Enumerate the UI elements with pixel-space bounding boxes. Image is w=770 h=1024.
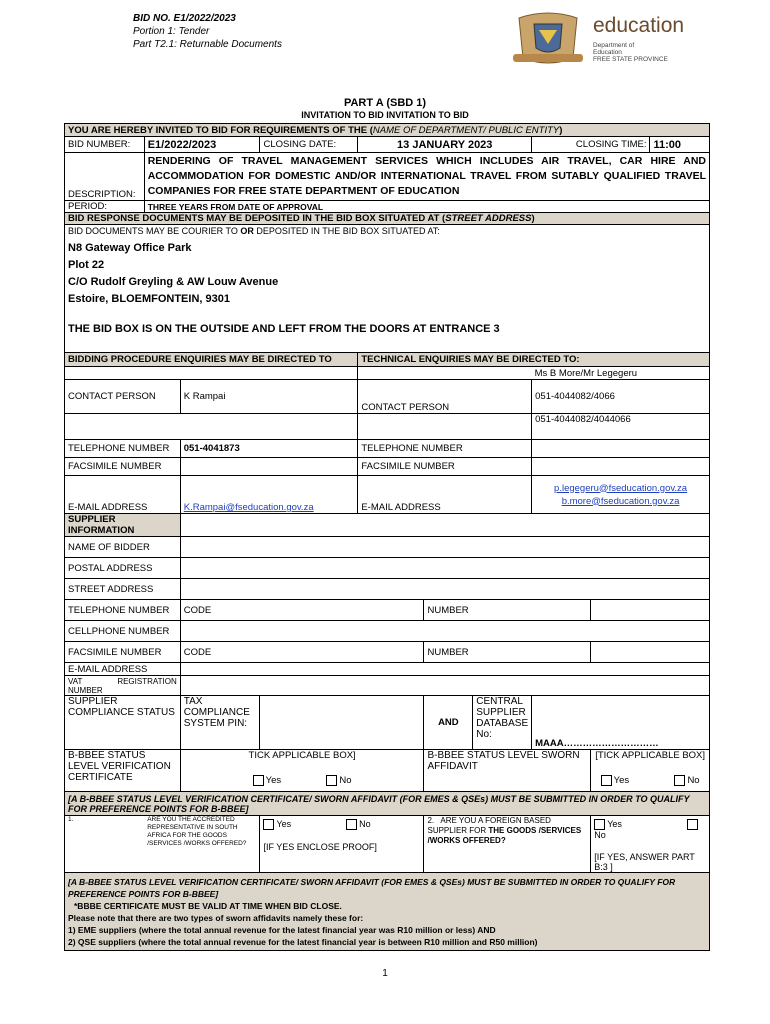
deposit-heading — [65, 213, 710, 225]
q2-text-a: ARE YOU A FOREIGN BASED SUPPLIER FOR — [427, 816, 551, 835]
bid-box-note: THE BID BOX IS ON THE OUTSIDE AND LEFT FROM THE DOORS AT ENTRANCE 3 — [68, 323, 500, 335]
invite-close: ) — [559, 124, 563, 136]
q2-note: [IF YES, ANSWER PART B:3 ] — [594, 852, 695, 873]
address-line-4: Estoire, BLOEMFONTEIN, 9301 — [68, 293, 230, 305]
vat-label — [65, 676, 181, 696]
closing-time-label: CLOSING TIME: — [532, 137, 650, 153]
telephone-label: TELEPHONE NUMBER — [65, 440, 181, 458]
bbbee-affidavit-no-checkbox[interactable] — [674, 775, 685, 786]
postal-address-field[interactable] — [180, 558, 709, 579]
q2-yes-checkbox[interactable] — [594, 819, 605, 830]
part-title: PART A (SBD 1) — [343, 97, 427, 109]
tax-status-label: SUPPLIER COMPLIANCE STATUS — [65, 696, 181, 750]
courier-text-a: BID DOCUMENTS MAY BE COURIER TO — [68, 226, 241, 236]
portion: Portion 1: Tender — [133, 26, 210, 37]
street-address-label: STREET ADDRESS — [65, 579, 181, 600]
bbbee-cert-label: B-BBEE STATUS LEVEL VERIFICATION CERTIFICATE — [65, 750, 181, 792]
tech-email-2[interactable]: b.more@fseducation.gov.za — [561, 495, 680, 507]
page-number: 1 — [382, 968, 388, 979]
supplier-email-label: E-MAIL ADDRESS — [65, 663, 181, 676]
tick-label-1: TICK APPLICABLE BOX] — [248, 750, 356, 761]
q2-yes-label: Yes — [607, 819, 622, 829]
q1-no-label: No — [359, 819, 371, 829]
logo-title: education — [593, 14, 685, 37]
description-value: RENDERING OF TRAVEL MANAGEMENT SERVICES WHICH INCLUDES AIR TRAVEL, CAR HIRE AND ACCOMMODATION FOR DOMESTIC AND/OR INTERNATIONAL TRAVEL FROM SUTABLY QUALIFIED TRAVEL COMPANIES FOR FREE STATE DEPARTMENT OF EDUCATION — [144, 153, 709, 201]
tech-contact-value — [532, 380, 710, 414]
footer-note — [65, 873, 710, 951]
q2-no-label: No — [594, 830, 606, 841]
footer-note-5: 2) QSE suppliers (where the total annual revenue for the latest financial year is between R10 million and R50 million) — [68, 936, 538, 947]
telephone-number-field[interactable] — [591, 600, 710, 621]
tech-phone-2: 051-4044082/4044066 — [532, 414, 710, 440]
supplier-email-field[interactable] — [180, 663, 709, 676]
email-link[interactable]: K.Rampai@fseducation.gov.za — [183, 502, 314, 513]
tech-email-label: E-MAIL ADDRESS — [358, 476, 532, 514]
postal-address-label: POSTAL ADDRESS — [65, 558, 181, 579]
bbbee-affidavit-tick — [591, 750, 710, 792]
contact-person-value: K Rampai — [180, 380, 358, 414]
q1-number: 1. — [68, 816, 74, 823]
tech-telephone-label: TELEPHONE NUMBER — [358, 440, 532, 458]
coat-of-arms-icon — [509, 10, 587, 68]
tech-phone-1: 051-4044082/4066 — [535, 391, 615, 402]
csd-label: CENTRAL SUPPLIER DATABASE No: — [473, 696, 532, 750]
address-line-2: Plot 22 — [68, 259, 105, 271]
no-label-2: No — [687, 775, 700, 787]
logo-sub-1: Department of — [593, 42, 635, 49]
and-label: AND — [424, 696, 473, 750]
bid-number-value: E1/2022/2023 — [144, 137, 260, 153]
bid-form-table — [64, 123, 710, 951]
q2-no-checkbox[interactable] — [687, 819, 698, 830]
vat-b: REGISTRATION — [117, 676, 177, 686]
deposit-heading-close: ) — [531, 213, 535, 224]
vat-c: NUMBER — [68, 685, 103, 695]
tech-names: Ms B More/Mr Legegeru — [532, 367, 710, 380]
closing-time-value: 11:00 — [650, 137, 710, 153]
bidding-enquiries-heading: BIDDING PROCEDURE ENQUIRIES MAY BE DIRECTED TO — [65, 353, 358, 367]
address-line-3: C/O Rudolf Greyling & AW Louw Avenue — [68, 276, 279, 288]
courier-or: OR — [240, 226, 254, 236]
cellphone-label: CELLPHONE NUMBER — [65, 621, 181, 642]
tax-pin-label: TAX COMPLIANCE SYSTEM PIN: — [180, 696, 260, 750]
description-label: DESCRIPTION: — [65, 153, 145, 201]
telephone-number-label: NUMBER — [424, 600, 591, 621]
q1-answer — [260, 816, 424, 873]
name-of-bidder-field[interactable] — [180, 537, 709, 558]
courier-text-b: DEPOSITED IN THE BID BOX SITUATED AT: — [253, 226, 440, 236]
deposit-heading-text: BID RESPONSE DOCUMENTS MAY BE DEPOSITED IN THE BID BOX SITUATED AT ( — [68, 213, 446, 224]
invite-row — [65, 124, 710, 137]
bbbee-cert-tick — [180, 750, 424, 792]
invite-dept: NAME OF DEPARTMENT/ PUBLIC ENTITY — [372, 124, 560, 136]
tech-fax-label: FACSIMILE NUMBER — [358, 458, 532, 476]
address-line-1: N8 Gateway Office Park — [68, 242, 192, 254]
yes-label-1: Yes — [265, 775, 282, 787]
supplier-heading: SUPPLIER INFORMATION — [65, 514, 181, 537]
closing-date-value: 13 JANUARY 2023 — [358, 137, 532, 153]
bbbee-cert-no-checkbox[interactable] — [326, 775, 337, 786]
part: Part T2.1: Returnable Documents — [133, 39, 282, 50]
bid-no: BID NO. E1/2022/2023 — [133, 13, 236, 24]
bbbee-affidavit-label: B-BBEE STATUS LEVEL SWORN AFFIDAVIT — [424, 750, 591, 792]
footer-note-2: *BBBE CERTIFICATE MUST BE VALID AT TIME WHEN BID CLOSE. — [74, 900, 342, 911]
supplier-telephone-label: TELEPHONE NUMBER — [65, 600, 181, 621]
q2-number: 2. — [427, 816, 435, 825]
telephone-value: 051-4041873 — [180, 440, 358, 458]
no-label-1: No — [339, 775, 352, 787]
email-label: E-MAIL ADDRESS — [65, 476, 181, 514]
closing-date-label: CLOSING DATE: — [260, 137, 358, 153]
name-of-bidder-label: NAME OF BIDDER — [65, 537, 181, 558]
technical-enquiries-heading: TECHNICAL ENQUIRIES MAY BE DIRECTED TO: — [358, 353, 710, 367]
fax-label: FACSIMILE NUMBER — [65, 458, 181, 476]
q2-text — [424, 816, 591, 873]
q1-no-checkbox[interactable] — [346, 819, 357, 830]
logo-subtitle — [593, 42, 668, 63]
tech-email-1[interactable]: p.legegeru@fseducation.gov.za — [554, 482, 688, 494]
vat-field[interactable] — [180, 676, 709, 696]
tick-label-2: [TICK APPLICABLE BOX] — [595, 750, 706, 761]
q2-answer — [591, 816, 710, 873]
bbbee-affidavit-yes-checkbox[interactable] — [601, 775, 612, 786]
tech-contact-label: CONTACT PERSON — [358, 380, 532, 414]
q2-text-b: THE GOODS /SERVICES /WORKS OFFERED? — [427, 826, 582, 845]
footer-note-4: 1) EME suppliers (where the total annual revenue for the latest financial year was R10 million or less) AND — [68, 924, 496, 935]
fax-number-label: NUMBER — [424, 642, 591, 663]
q1-yes-checkbox[interactable] — [263, 819, 274, 830]
logo-sub-3: FREE STATE PROVINCE — [593, 56, 668, 63]
cellphone-field[interactable] — [180, 621, 709, 642]
contact-person-label: CONTACT PERSON — [65, 380, 181, 414]
footer-note-3: Please note that there are two types of sworn affidavits namely these for: — [68, 912, 364, 923]
yes-label-2: Yes — [613, 775, 630, 787]
bbbee-cert-yes-checkbox[interactable] — [253, 775, 264, 786]
telephone-code-label: CODE — [180, 600, 424, 621]
document-header — [133, 12, 282, 51]
period-label: PERIOD: — [65, 201, 145, 213]
bid-number-label: BID NUMBER: — [65, 137, 145, 153]
street-address-field[interactable] — [180, 579, 709, 600]
period-value: THREE YEARS FROM DATE OF APPROVAL — [144, 201, 709, 213]
invite-text: YOU ARE HEREBY INVITED TO BID FOR REQUIREMENTS OF THE ( — [68, 124, 373, 136]
fax-code-label: CODE — [180, 642, 424, 663]
deposit-heading-italic: STREET ADDRESS — [445, 213, 532, 224]
footer-note-1: [A B-BBEE STATUS LEVEL VERIFICATION CERTIFICATE/ SWORN AFFIDAVIT (FOR EMES & QSEs) MUST BE SUBMITTED IN ORDER TO QUALIFY FOR PREFERENCE POINTS FOR B-BBEE] — [68, 876, 676, 899]
q1-yes-label: Yes — [276, 819, 292, 829]
deposit-body — [65, 225, 710, 353]
q1-note: [IF YES ENCLOSE PROOF] — [263, 842, 377, 853]
csd-maaa[interactable]: MAAA………………………… — [532, 696, 710, 750]
q1-text: ARE YOU THE ACCREDITED REPRESENTATIVE IN SOUTH AFRICA FOR THE GOODS /SERVICES /WORKS OFFERED? — [144, 816, 260, 873]
supplier-fax-label: FACSIMILE NUMBER — [65, 642, 181, 663]
fax-number-field[interactable] — [591, 642, 710, 663]
bbbee-note: [A B-BBEE STATUS LEVEL VERIFICATION CERTIFICATE/ SWORN AFFIDAVIT (FOR EMES & QSEs) MUST BE SUBMITTED IN ORDER TO QUALIFY FOR PREFERENCE POINTS FOR B-BBEE] — [65, 792, 710, 816]
logo-sub-2: Education — [593, 49, 622, 56]
vat-a: VAT — [68, 676, 83, 686]
part-subtitle: INVITATION TO BID INVITATION TO BID — [301, 110, 469, 120]
tax-pin-field[interactable] — [260, 696, 424, 750]
